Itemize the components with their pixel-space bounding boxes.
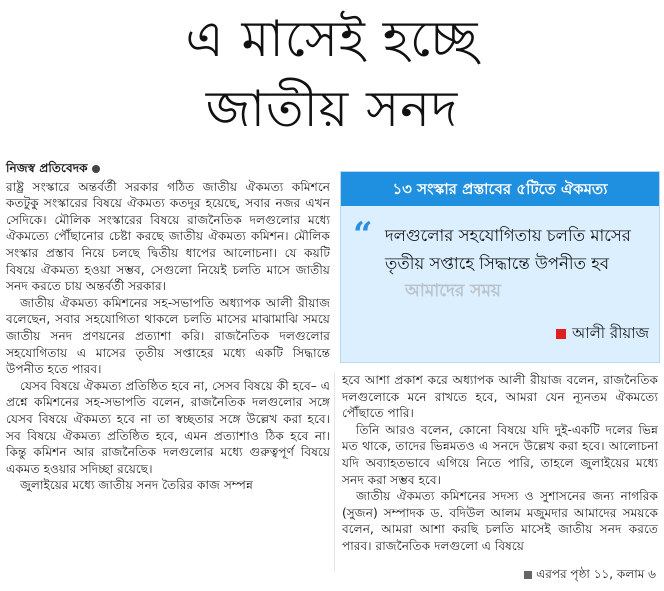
continuation-note xyxy=(524,566,656,586)
square-marker-icon xyxy=(556,329,566,339)
right-column xyxy=(342,372,658,555)
author-name: আলী রীয়াজ xyxy=(572,324,649,342)
left-column xyxy=(6,160,330,494)
pull-quote-heading: ১৩ সংস্কার প্রস্তাবের ৫টিতে ঐকমত্য xyxy=(341,172,659,206)
headline xyxy=(0,4,664,144)
right-paragraph-1: হবে আশা প্রকাশ করে অধ্যাপক আলী রীয়াজ বলেন, রাজনৈতিক দলগুলোকে মনে রাখতে হবে, আমরা যেন ন্যূনতম ঐকমত্যে পৌঁছাতে পারি। xyxy=(342,373,658,421)
left-paragraph-4: জুলাইয়ের মধ্যে জাতীয় সনদ তৈরির কাজ সম্পন্ন xyxy=(20,478,253,493)
column-divider xyxy=(334,372,335,572)
square-marker-icon xyxy=(524,571,532,579)
left-paragraph-3: যেসব বিষয়ে ঐকমত্য প্রতিষ্ঠিত হবে না, সেসব বিষয়ে কী হবে– এ প্রশ্নে কমিশনের সহ-সভাপতি বলেন, রাজনৈতিক দলগুলোর সঙ্গে যেসব বিষয়ে ঐকমত্য হবে না তা স্বচ্ছতার সঙ্গে উল্লেখ করা হবে। সব বিষয়ে ঐকমত্য প্রতিষ্ঠিত হবে, এমন প্রত্যাশাও ঠিক হবে না। কিন্তু কমিশন আর রাজনৈতিক দলগুলোর মধ্যে গুরুত্বপূর্ণ বিষয়ে একমত হওয়ার সদিচ্ছা রয়েছে। xyxy=(6,378,330,476)
left-paragraph-2: জাতীয় ঐকমত্য কমিশনের সহ-সভাপতি অধ্যাপক আলী রীয়াজ বলেছেন, সবার সহযোগিতা থাকলে চলতি মাসের মাঝামাঝি সময়ে জাতীয় সনদ প্রণয়নের প্রত্যাশা করি। রাজনৈতিক দলগুলোর সহযোগিতায় এ মাসের তৃতীয় সপ্তাহের মধ্যে একটি সিদ্ধান্তে উপনীত হতে পারব। xyxy=(6,295,330,377)
right-paragraph-3: জাতীয় ঐকমত্য কমিশনের সদস্য ও সুশাসনের জন্য নাগরিক (সুজন) সম্পাদক ড. বদিউল আলম মজুমদার আমাদের সময়কে বলেন, আমরা আশা করছি চলতি মাসেই জাতীয় সনদ করতে পারব। রাজনৈতিক দলগুলো এ বিষয়ে xyxy=(342,489,658,553)
right-paragraph-2: তিনি আরও বলেন, কোনো বিষয়ে যদি দুই-একটি দলের ভিন্ন মত থাকে, তাদের ভিন্নমতও এ সনদে উল্লেখ করা হবে। আলোচনা যদি অব্যাহতভাবে এগিয়ে নিতে পারি, তাহলে জুলাইয়ের মধ্যে সনদ করা সম্ভব হবে। xyxy=(342,422,658,487)
watermark: আমাদের সময় xyxy=(405,281,501,301)
pull-quote-text: দলগুলোর সহযোগিতায় চলতি মাসের তৃতীয় সপ্তাহে সিদ্ধান্তে উপনীত হব xyxy=(385,226,631,273)
left-paragraph-1: রাষ্ট্র সংস্কারে অন্তর্বর্তী সরকার গঠিত জাতীয় ঐকমত্য কমিশনে কতটুকু সংস্কারের বিষয়ে ঐকমত্য কতদূর হয়েছে, সবার নজর এখন সেদিকে। মৌলিক সংস্কারের বিষয়ে রাজনৈতিক দলগুলোর মধ্যে ঐকমত্যে পৌঁছানোর চেষ্টা করছে জাতীয় ঐকমত্য কমিশন। মৌলিক সংস্কার প্রস্তাব নিয়ে চলছে দ্বিতীয় ধাপের আলোচনা। যে কয়টি বিষয়ে ঐকমত্য হওয়া সম্ভব, সেগুলো নিয়েই চলতি মাসে জাতীয় সনদ করতে চায় অন্তর্বর্তী সরকার। xyxy=(6,179,330,294)
bullet-icon xyxy=(92,165,100,173)
headline-line-2: জাতীয় সনদ xyxy=(205,80,459,138)
byline-text: নিজস্ব প্রতিবেদক xyxy=(6,161,88,175)
pull-quote-box xyxy=(340,171,660,363)
headline-line-1: এ মাসেই হচ্ছে xyxy=(185,10,479,68)
continuation-text: এরপর পৃষ্ঠা ১১, কলাম ৬ xyxy=(536,567,656,581)
pull-quote-author xyxy=(556,322,649,347)
quote-mark-icon: “ xyxy=(353,215,373,255)
byline xyxy=(6,160,330,177)
